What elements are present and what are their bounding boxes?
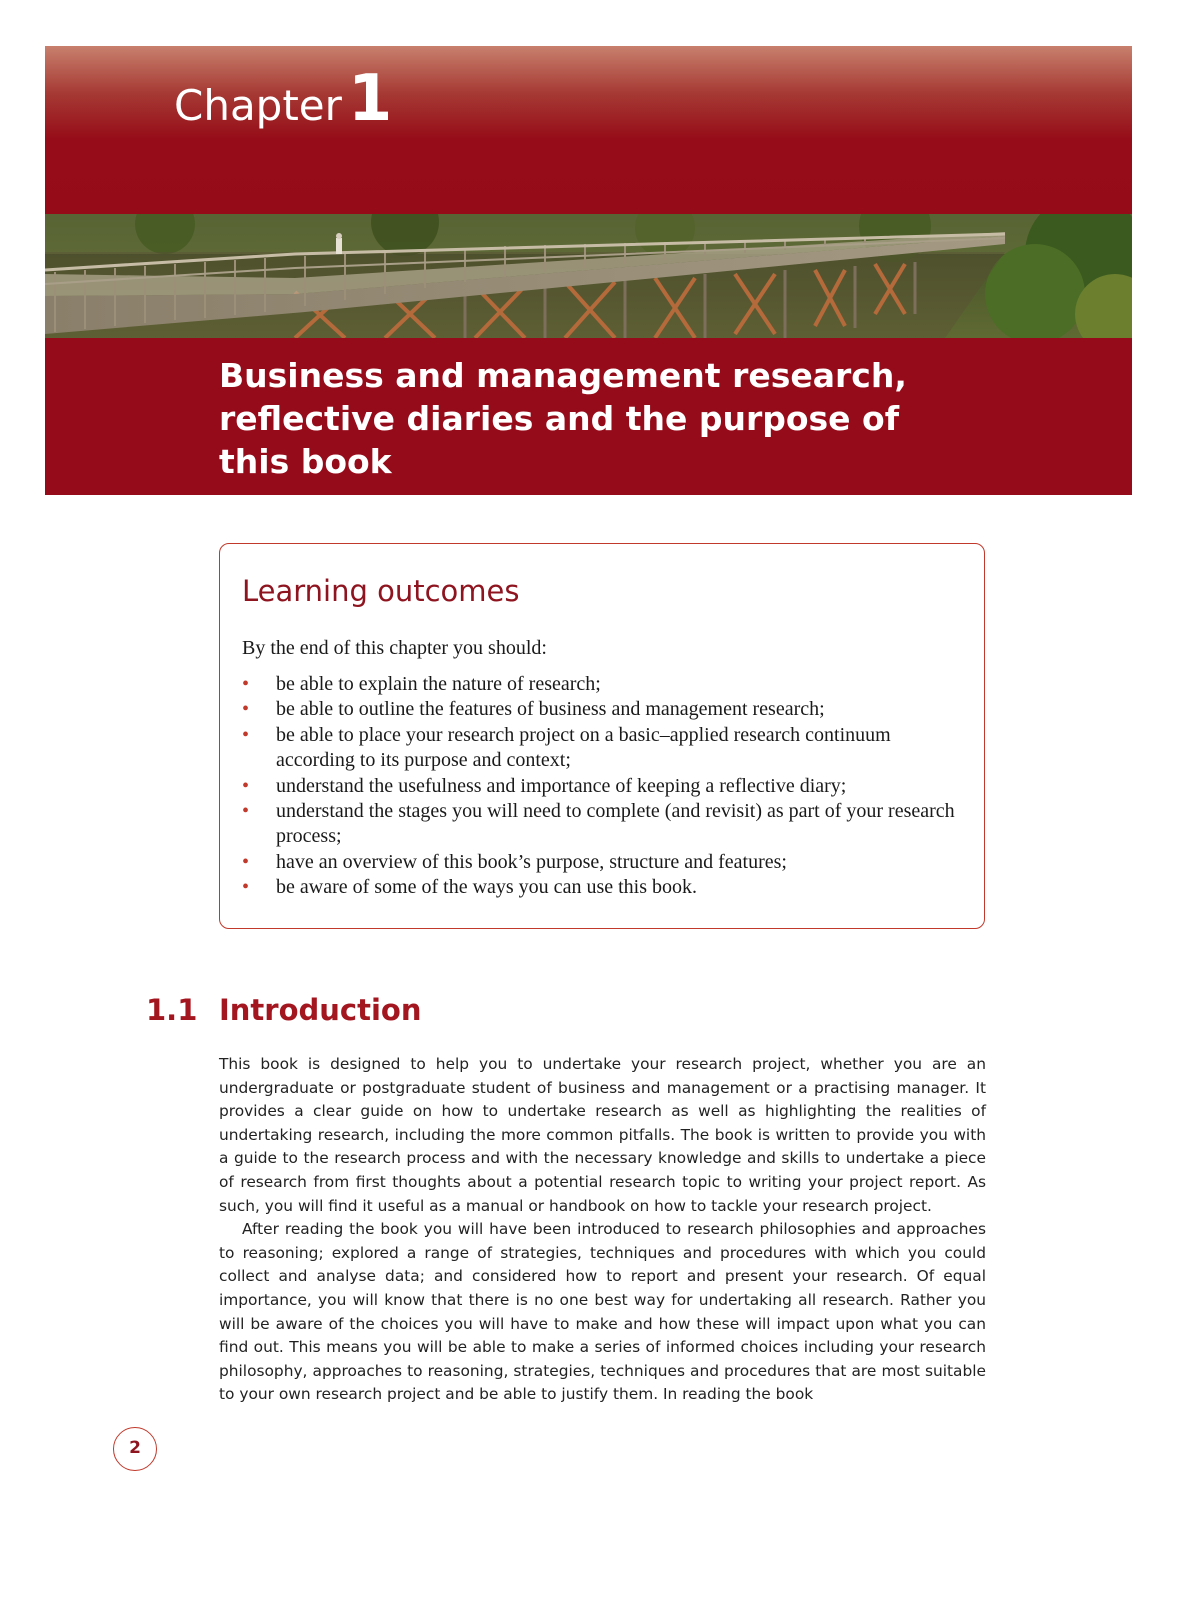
learning-outcomes-list (242, 672, 964, 901)
list-item (242, 672, 964, 697)
list-item-text: be aware of some of the ways you can use this book. (276, 876, 697, 899)
bullet-icon: • (242, 673, 250, 695)
section-heading (146, 993, 422, 1027)
section-body (219, 1053, 986, 1407)
list-item-text: understand the stages you will need to complete (and revisit) as part of your research process; (276, 800, 955, 848)
list-item (242, 850, 964, 875)
learning-outcomes-box (219, 543, 985, 929)
section-number: 1.1 (146, 993, 198, 1027)
bullet-icon: • (242, 800, 250, 823)
chapter-word: Chapter (174, 81, 342, 130)
chapter-title-band (45, 338, 1132, 495)
list-item (242, 799, 964, 850)
list-item-text: be able to outline the features of business and management research; (276, 698, 825, 721)
list-item-text: have an overview of this book’s purpose, structure and features; (276, 850, 787, 873)
bullet-icon: • (242, 723, 250, 746)
learning-outcomes-intro: By the end of this chapter you should: (242, 637, 547, 659)
list-item (242, 875, 964, 900)
list-item (242, 723, 964, 774)
list-item (242, 697, 964, 722)
list-item-text: understand the usefulness and importance of keeping a reflective diary; (276, 774, 847, 797)
learning-outcomes-heading: Learning outcomes (242, 574, 520, 608)
bullet-icon: • (242, 850, 250, 873)
bullet-icon: • (242, 774, 250, 797)
chapter-title: Business and management research, reflective diaries and the purpose of this book (219, 356, 907, 481)
list-item-text: be able to place your research project on a basic–applied research continuum according to its purpose and context; (276, 723, 891, 772)
section-title: Introduction (219, 993, 422, 1027)
chapter-label (174, 62, 392, 136)
page-number: 2 (113, 1427, 157, 1471)
paragraph: This book is designed to help you to undertake your research project, whether you are an undergraduate or postgraduate student of business and management or a practising manager. It provides a clear guide on how to undertake research as well as highlighting the realities of undertaking research, including the more common pitfalls. The book is written to provide you with a guide to the research process and with the necessary knowledge and skills to undertake a piece of research from first thoughts about a potential research topic to writing your project report. As such, you will find it useful as a manual or handbook on how to tackle your research project. (219, 1055, 986, 1215)
paragraph: After reading the book you will have been introduced to research philosophies and approaches to reasoning; explored a range of strategies, techniques and procedures with which you could collect and analyse data; and considered how to report and present your research. Of equal importance, you will know that there is no one best way for undertaking all research. Rather you will be aware of the choices you will have to make and how these will impact upon what you can find out. This means you will be able to make a series of informed choices including your research philosophy, approaches to reasoning, strategies, techniques and procedures that are most suitable to your own research project and be able to justify them. In reading the book (219, 1220, 986, 1404)
bullet-icon: • (242, 876, 250, 899)
list-item-text: be able to explain the nature of research; (276, 673, 601, 695)
list-item (242, 774, 964, 799)
bullet-icon: • (242, 698, 250, 721)
bridge-illustration (45, 214, 1132, 338)
bridge-photo (45, 214, 1132, 338)
chapter-number: 1 (347, 62, 393, 136)
